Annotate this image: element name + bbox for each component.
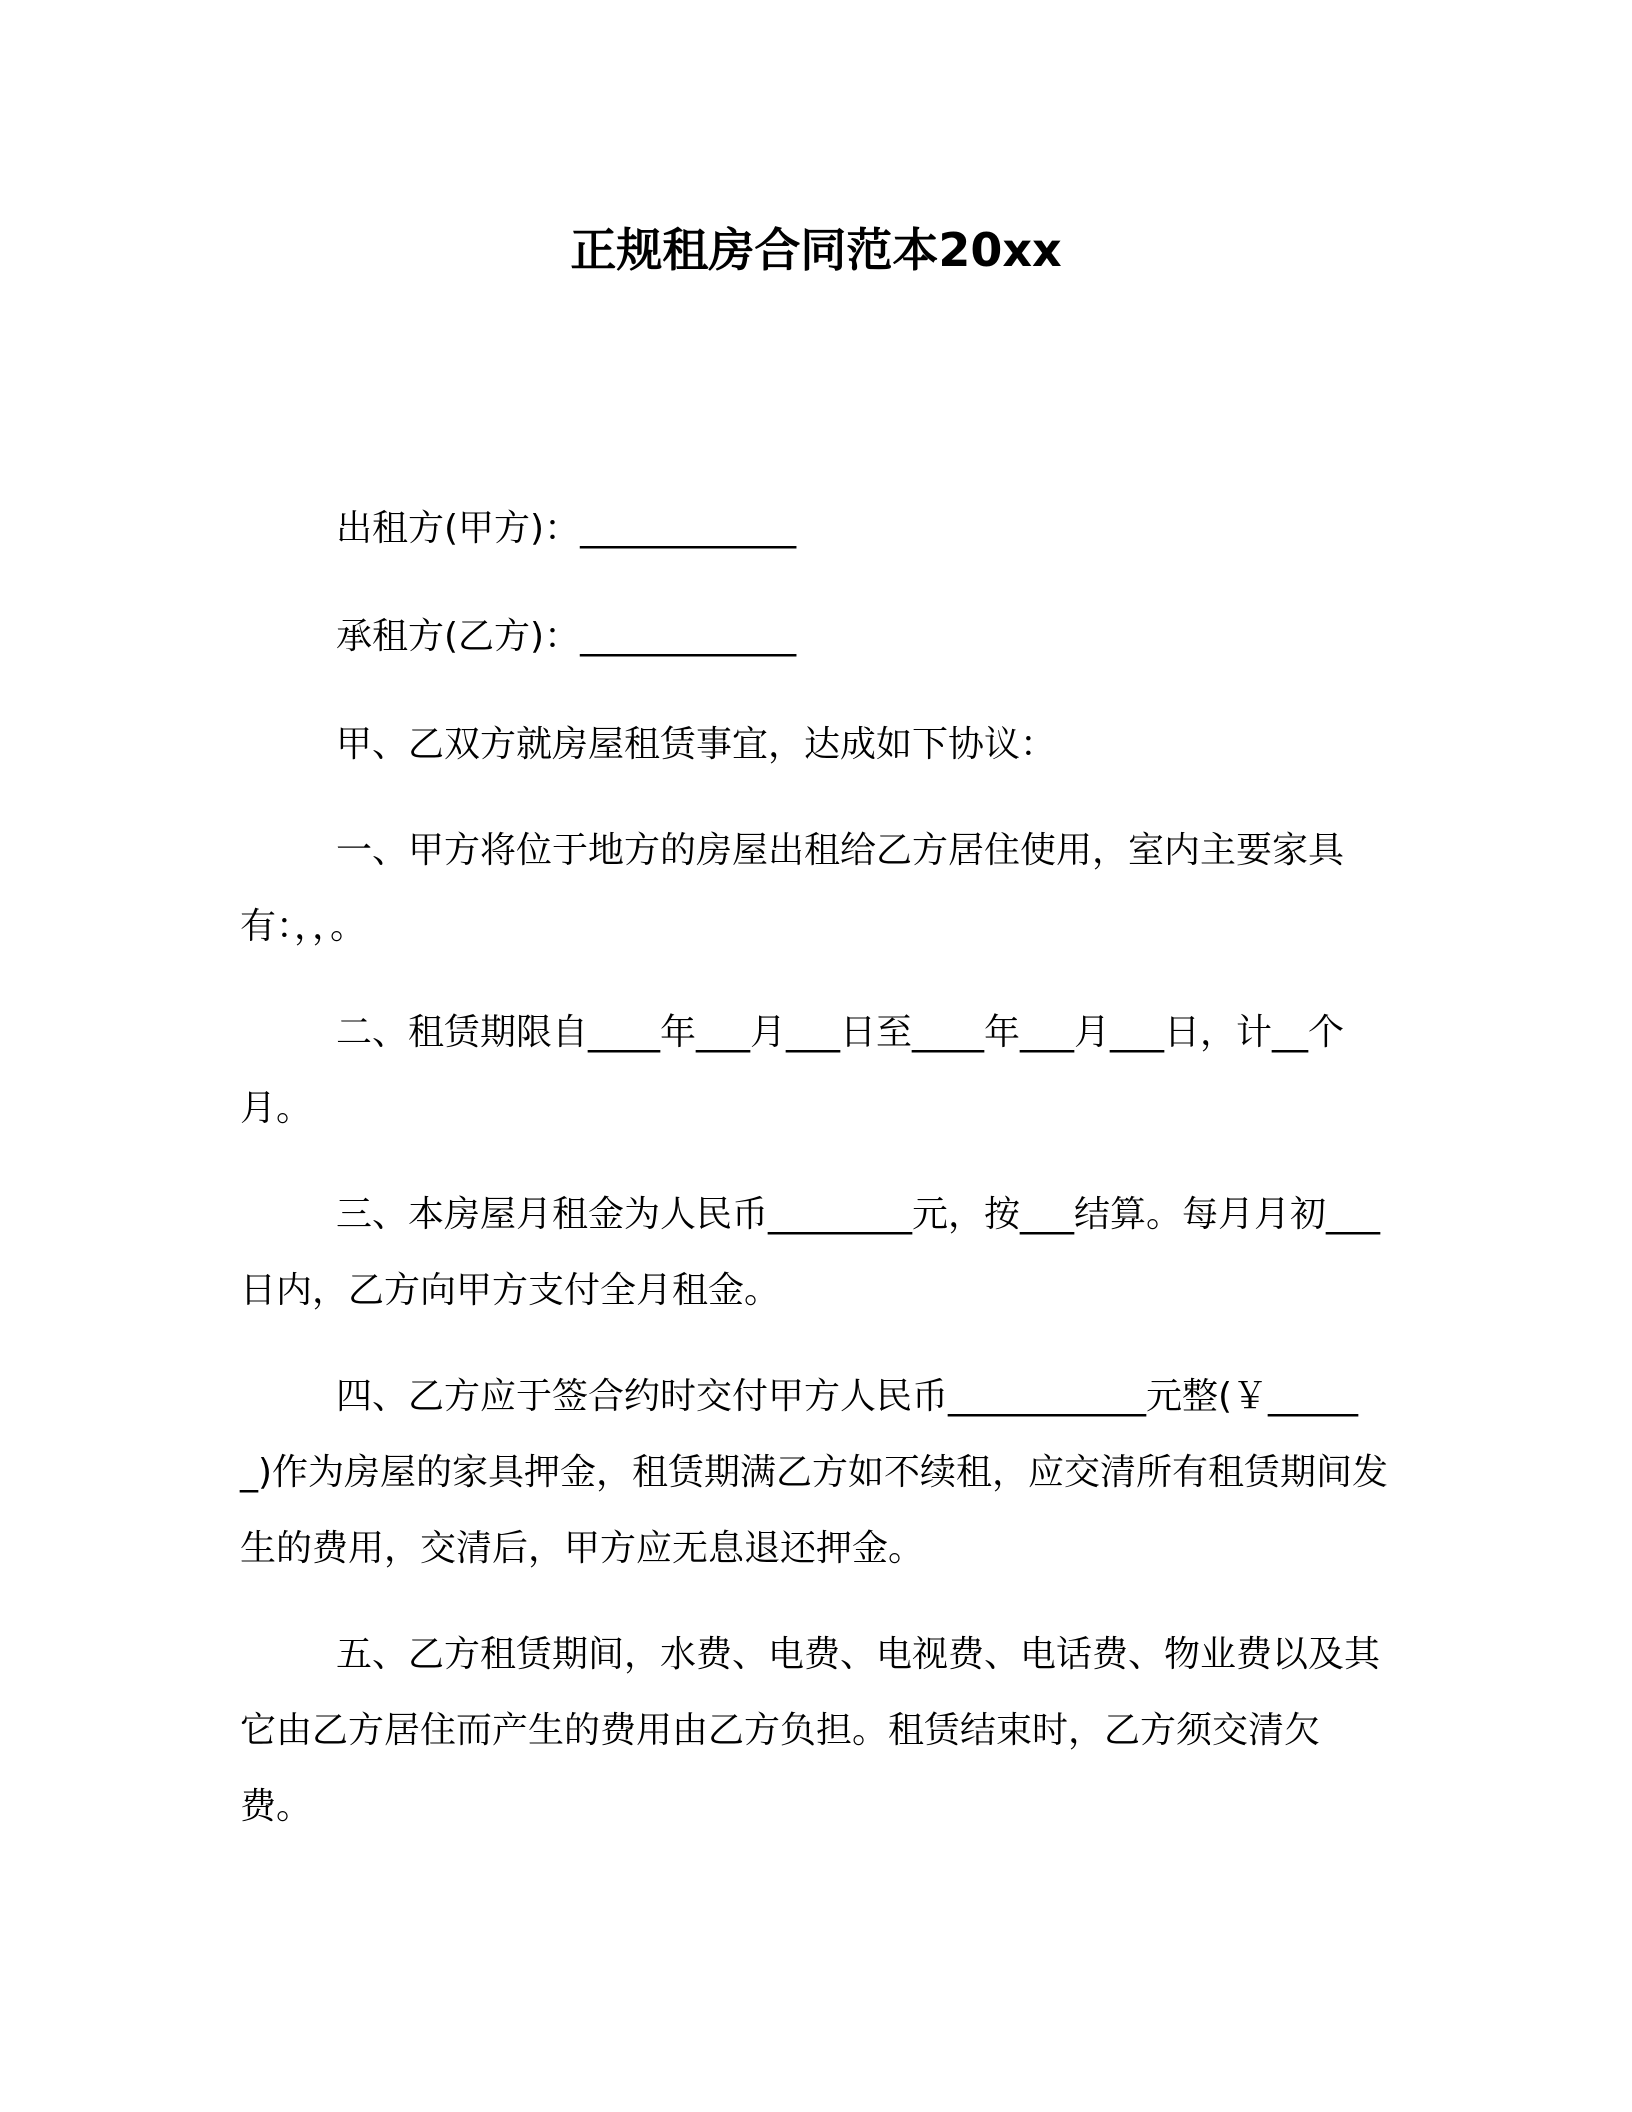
agreement-intro: 甲、乙双方就房屋租赁事宜，达成如下协议：	[336, 724, 1057, 765]
party-a-line: 出租方(甲方)：____________	[336, 508, 797, 549]
clause-4: 四、乙方应于签合约时交付甲方人民币___________元整(￥______)作为房屋的家具押金，租赁期满乙方如不续租，应交清所有租赁期间发生的费用，交清后，甲方应无息退还押金。	[240, 1376, 1389, 1569]
clause-2: 二、租赁期限自____年___月___日至____年___月___日，计__个月。	[240, 1012, 1345, 1129]
document-body	[240, 491, 1390, 1875]
document-title: 正规租房合同范本20xx	[570, 223, 1062, 277]
clause-5: 五、乙方租赁期间，水费、电费、电视费、电话费、物业费以及其它由乙方居住而产生的费用由乙方负担。租赁结束时，乙方须交清欠费。	[240, 1634, 1381, 1827]
party-b-line: 承租方(乙方)：____________	[336, 616, 797, 657]
clause-3: 三、本房屋月租金为人民币________元，按___结算。每月月初___日内，乙方向甲方支付全月租金。	[240, 1194, 1381, 1311]
clause-1: 一、甲方将位于地方的房屋出租给乙方居住使用，室内主要家具有：，，。	[240, 830, 1345, 947]
